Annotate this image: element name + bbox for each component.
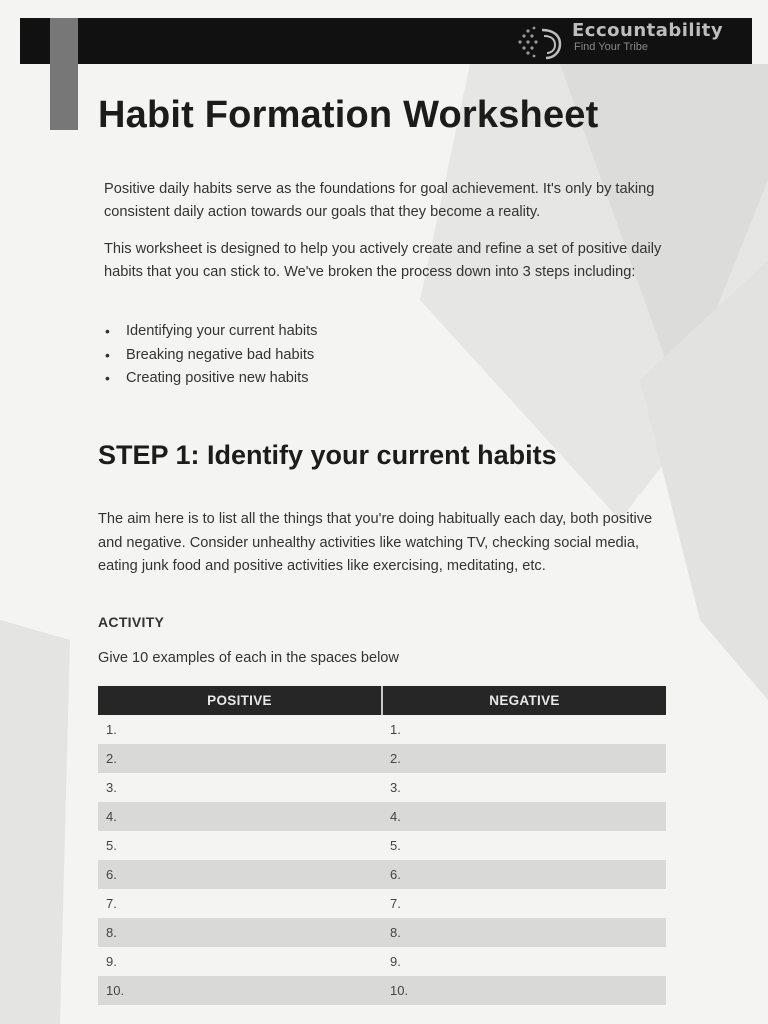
negative-entry-cell[interactable]: 2. (382, 744, 666, 773)
negative-entry-cell[interactable]: 10. (382, 976, 666, 1005)
positive-entry-cell[interactable]: 6. (98, 860, 382, 889)
steps-list (104, 320, 317, 391)
table-row (98, 715, 666, 744)
table-row (98, 889, 666, 918)
table-row (98, 976, 666, 1005)
list-item (104, 320, 317, 344)
positive-entry-cell[interactable]: 1. (106, 722, 117, 737)
bullet-icon: • (105, 323, 110, 339)
positive-entry-cell[interactable]: 9. (106, 954, 117, 969)
list-item-label: Creating positive new habits (126, 370, 309, 386)
table-row (98, 947, 666, 976)
negative-entry-cell[interactable]: 4. (382, 802, 666, 831)
negative-entry-cell[interactable]: 5. (390, 838, 401, 853)
positive-column-header: POSITIVE (98, 686, 382, 715)
activity-instruction: Give 10 examples of each in the spaces below (98, 650, 399, 666)
table-row (98, 918, 666, 947)
side-accent-strip (50, 18, 78, 130)
table-header-row (98, 686, 666, 715)
activity-label: ACTIVITY (98, 614, 165, 630)
intro-paragraph-2: This worksheet is designed to help you actively create and refine a set of positive daily habits that you can stick to. We've broken the process down into 3 steps including: (104, 241, 662, 280)
intro-paragraph-1: Positive daily habits serve as the foundations for goal achievement. It's only by taking consistent daily action towards our goals that they become a reality. (104, 181, 655, 220)
habits-table (98, 686, 666, 1005)
negative-entry-cell[interactable]: 7. (390, 896, 401, 911)
bullet-icon: • (105, 370, 110, 386)
step-1-heading: STEP 1: Identify your current habits (98, 440, 557, 470)
positive-entry-cell[interactable]: 7. (106, 896, 117, 911)
negative-entry-cell[interactable]: 3. (390, 780, 401, 795)
negative-column-header: NEGATIVE (382, 686, 666, 715)
table-row (98, 860, 666, 889)
page-title: Habit Formation Worksheet (98, 94, 599, 136)
positive-entry-cell[interactable]: 4. (98, 802, 382, 831)
table-row (98, 773, 666, 802)
brand-logo (512, 18, 724, 64)
table-row (98, 831, 666, 860)
step-1-description: The aim here is to list all the things that you're doing habitually each day, both positive and negative. Consider unhealthy activities like watching TV, checking social media, eating junk food and positive activities like exercising, meditating, etc. (98, 511, 653, 574)
table-row (98, 744, 666, 773)
brand-tagline: Find Your Tribe (574, 41, 648, 53)
list-item (104, 344, 317, 368)
bullet-icon: • (105, 346, 110, 363)
positive-entry-cell[interactable]: 2. (98, 744, 382, 773)
list-item-label: Identifying your current habits (126, 323, 318, 339)
negative-entry-cell[interactable]: 6. (382, 860, 666, 889)
table-row (98, 802, 666, 831)
negative-entry-cell[interactable]: 8. (382, 918, 666, 947)
positive-entry-cell[interactable]: 5. (106, 838, 117, 853)
positive-entry-cell[interactable]: 8. (98, 918, 382, 947)
brand-name: Eccountability (572, 20, 724, 41)
positive-entry-cell[interactable]: 10. (98, 976, 382, 1005)
list-item (104, 367, 317, 391)
positive-entry-cell[interactable]: 3. (106, 780, 117, 795)
fingerprint-globe-icon (512, 22, 568, 62)
negative-entry-cell[interactable]: 1. (390, 722, 401, 737)
list-item-label: Breaking negative bad habits (126, 346, 315, 363)
negative-entry-cell[interactable]: 9. (390, 954, 401, 969)
